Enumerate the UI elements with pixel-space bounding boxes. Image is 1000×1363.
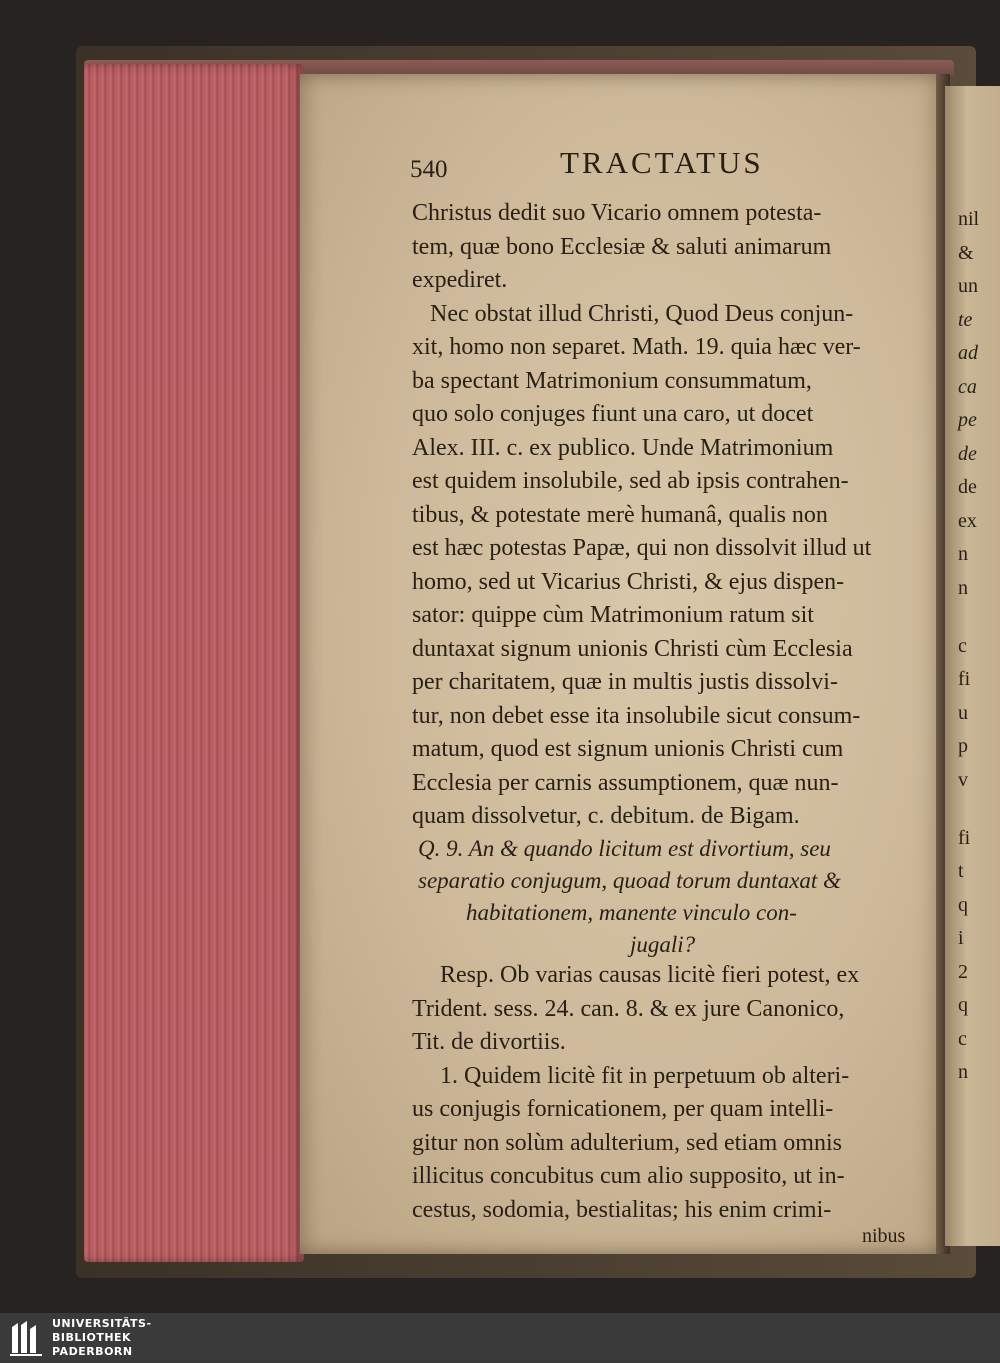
fragment: n [958, 543, 968, 565]
footer-line-1: UNIVERSITÄTS- [52, 1317, 152, 1330]
response-line: cestus, sodomia, bestialitas; his enim crimi- [412, 1196, 832, 1223]
text-line: expediret. [412, 267, 508, 293]
footer-line-2: BIBLIOTHEK [52, 1331, 132, 1344]
fragment: n [958, 1061, 968, 1083]
text-line: tur, non debet esse ita insolubile sicut consum- [412, 702, 861, 729]
fragment: te [958, 308, 973, 331]
response-line: Tit. de divortiis. [412, 1029, 566, 1055]
response-line: gitur non solùm adulterium, sed etiam omnis [412, 1129, 842, 1156]
fragment: ex [958, 509, 977, 532]
fragment: c [958, 1027, 967, 1050]
text-line: tem, quæ bono Ecclesiæ & saluti animarum [412, 233, 832, 260]
library-footer [0, 1313, 1000, 1363]
fragment: v [958, 768, 968, 791]
text-line: per charitatem, quæ in multis justis dissolvi- [412, 669, 838, 695]
fragment: p [958, 735, 968, 757]
fragment: de [958, 476, 977, 498]
fragment: pe [958, 409, 977, 431]
fragment: & [958, 241, 974, 264]
question-line: jugali? [630, 932, 696, 957]
library-logo-icon [8, 1319, 46, 1357]
response-line: nibus [862, 1224, 906, 1247]
page-fore-edge [84, 64, 304, 1262]
text-line: Ecclesia per carnis assumptionem, quæ nun- [412, 769, 839, 796]
fragment: fi [958, 826, 971, 849]
fragment: u [958, 701, 968, 724]
response-line: illicitus concubitus cum alio supposito, ut in- [412, 1163, 845, 1189]
response-line: us conjugis fornicationem, per quam intelli- [412, 1096, 834, 1122]
text-line: Nec obstat illud Christi, Quod Deus conjun- [430, 300, 854, 327]
text-line: tibus, & potestate merè humanâ, qualis non [412, 501, 828, 528]
text-line: Alex. III. c. ex publico. Unde Matrimonium [412, 434, 834, 461]
footer-line-3: PADERBORN [52, 1345, 133, 1358]
fragment: c [958, 634, 967, 657]
question-line: Q. 9. An & quando licitum est divortium, seu [418, 836, 831, 861]
text-line: duntaxat signum unionis Christi cùm Ecclesia [412, 635, 853, 662]
text-line: quam dissolvetur, c. debitum. de Bigam. [412, 803, 800, 829]
fragment: 2 [958, 960, 968, 983]
fragment: nil [958, 208, 980, 230]
text-line: xit, homo non separet. Math. 19. quia hæc ver- [412, 334, 861, 360]
text-line: matum, quod est signum unionis Christi cum [412, 736, 844, 762]
response-line: Trident. sess. 24. can. 8. & ex jure Canonico, [412, 995, 845, 1022]
text-line: est quidem insolubile, sed ab ipsis contrahen- [412, 468, 849, 494]
fragment: ad [958, 342, 978, 364]
fragment: de [958, 442, 977, 465]
question-line: habitationem, manente vinculo con- [466, 900, 797, 925]
text-line: quo solo conjuges fiunt una caro, ut docet [412, 401, 814, 427]
page-number: 540 [410, 156, 448, 183]
text-line: sator: quippe cùm Matrimonium ratum sit [412, 602, 814, 628]
running-title: TRACTATUS [560, 145, 764, 180]
text-line: est hæc potestas Papæ, qui non dissolvit illud ut [412, 535, 872, 561]
text-line: ba spectant Matrimonium consummatum, [412, 367, 812, 394]
fragment: n [958, 576, 968, 599]
text-line: homo, sed ut Vicarius Christi, & ejus dispen- [412, 568, 845, 595]
fragment: ca [958, 375, 977, 398]
fragment: t [958, 860, 964, 882]
response-line: Resp. Ob varias causas licitè fieri potest, ex [440, 962, 860, 988]
fragment: q [958, 893, 968, 916]
fragment: i [958, 927, 964, 949]
response-line: 1. Quidem licitè fit in perpetuum ob alteri- [440, 1062, 850, 1089]
fragment: un [958, 275, 978, 297]
fragment: fi [958, 668, 971, 690]
fragment: q [958, 994, 968, 1016]
question-line: separatio conjugum, quoad torum duntaxat & [418, 868, 841, 893]
text-line: Christus dedit suo Vicario omnem potesta- [412, 200, 822, 226]
